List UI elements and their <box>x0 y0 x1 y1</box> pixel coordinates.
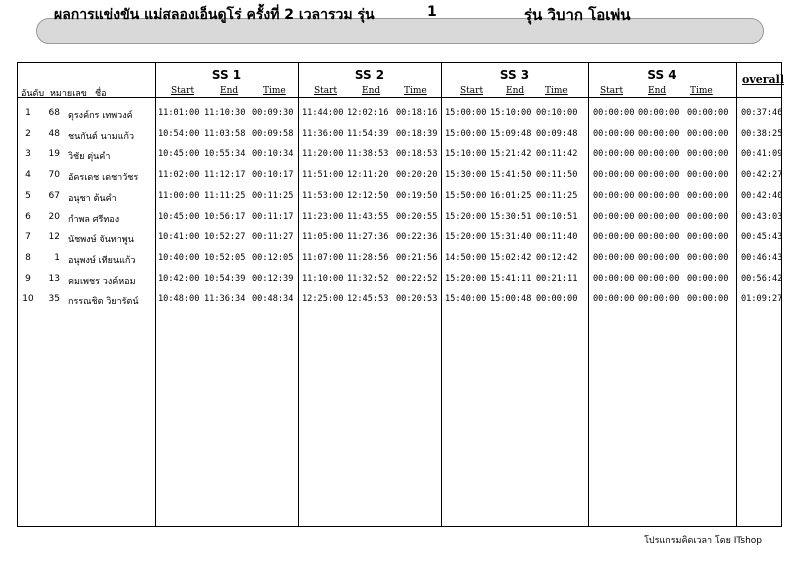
ss3-end-cell: 15:09:48 <box>490 128 532 139</box>
rank-cell: 3 <box>25 149 31 160</box>
ss2-end-cell: 11:27:36 <box>347 232 389 243</box>
ss4-end-cell: 00:00:00 <box>638 108 680 118</box>
name-header: ชื่อ <box>95 89 107 99</box>
overall-cell: 00:56:42 <box>741 273 783 284</box>
ss2-time-cell: 00:22:36 <box>396 232 438 243</box>
ss4-end-cell: 00:00:00 <box>638 232 680 243</box>
start-header: Start <box>600 86 624 96</box>
ss1-start-cell: 11:02:00 <box>158 170 200 181</box>
ss4-end-cell: 00:00:00 <box>638 128 680 139</box>
ss3-time-cell: 00:11:40 <box>536 232 578 243</box>
bib-cell: 48 <box>48 128 60 139</box>
name-cell: กรรณชิต วิยารัตน์ <box>68 297 139 308</box>
ss2-start-cell: 11:44:00 <box>302 108 344 118</box>
ss1-end-cell: 10:52:27 <box>204 232 246 243</box>
rank-cell: 6 <box>25 211 31 222</box>
footer-credit: โปรแกรมคิดเวลา โดย ITshop <box>644 536 762 546</box>
ss1-end-cell: 11:10:30 <box>204 108 246 118</box>
bib-cell: 20 <box>48 211 60 222</box>
end-header: End <box>648 86 667 96</box>
table-row <box>0 129 800 149</box>
rank-cell: 2 <box>25 128 31 139</box>
report-title: ผลการแข่งขัน แม่สลองเอ็นดูโร่ ครั้งที่ 2 เวลารวม รุ่น <box>54 7 375 23</box>
ss3-time-cell: 00:11:50 <box>536 170 578 181</box>
ss4-start-cell: 00:00:00 <box>593 294 635 305</box>
rank-cell: 8 <box>25 252 31 263</box>
ss4-time-cell: 00:00:00 <box>687 252 729 263</box>
rank-cell: 1 <box>25 108 31 118</box>
name-cell: อนุชา ต้นคำ <box>68 193 117 204</box>
overall-header: overall <box>742 73 785 86</box>
ss1-time-cell: 00:48:34 <box>252 294 294 305</box>
ss2-time-cell: 00:20:20 <box>396 170 438 181</box>
ss2-start-cell: 11:05:00 <box>302 232 344 243</box>
ss2-time-cell: 00:18:53 <box>396 149 438 160</box>
ss1-start-cell: 11:00:00 <box>158 190 200 201</box>
ss3-start-cell: 15:10:00 <box>445 149 487 160</box>
name-cell: กำพล ศรีทอง <box>68 214 120 225</box>
end-header: End <box>506 86 525 96</box>
bib-cell: 67 <box>48 190 60 201</box>
name-cell: ชนกันต์ นามแก้ว <box>68 131 135 142</box>
ss4-end-cell: 00:00:00 <box>638 190 680 201</box>
table-row <box>0 253 800 273</box>
rank-header: อันดับ <box>21 89 45 99</box>
rank-cell: 10 <box>22 294 34 305</box>
ss3-end-cell: 15:21:42 <box>490 149 532 160</box>
table-row <box>0 274 800 294</box>
ss3-end-cell: 15:10:00 <box>490 108 532 118</box>
ss4-time-cell: 00:00:00 <box>687 273 729 284</box>
ss2-end-cell: 11:32:52 <box>347 273 389 284</box>
bib-cell: 1 <box>54 252 60 263</box>
ss2-time-cell: 00:22:52 <box>396 273 438 284</box>
name-cell: อัครเดช เดชาวัชร <box>68 173 139 184</box>
ss2-start-cell: 11:51:00 <box>302 170 344 181</box>
ss4-start-cell: 00:00:00 <box>593 128 635 139</box>
ss1-start-cell: 10:45:00 <box>158 149 200 160</box>
bib-cell: 70 <box>48 170 60 181</box>
header-divider <box>17 97 782 98</box>
end-header: End <box>362 86 381 96</box>
ss3-time-cell: 00:00:00 <box>536 294 578 305</box>
ss1-time-cell: 00:12:05 <box>252 252 294 263</box>
bib-cell: 13 <box>48 273 60 284</box>
table-row <box>0 232 800 252</box>
ss1-start-cell: 10:45:00 <box>158 211 200 222</box>
ss2-start-cell: 11:10:00 <box>302 273 344 284</box>
ss2-time-cell: 00:20:55 <box>396 211 438 222</box>
ss3-time-cell: 00:12:42 <box>536 252 578 263</box>
overall-cell: 00:43:03 <box>741 211 783 222</box>
table-row <box>0 294 800 314</box>
ss3-time-cell: 00:11:42 <box>536 149 578 160</box>
ss4-start-cell: 00:00:00 <box>593 190 635 201</box>
ss2-start-cell: 11:07:00 <box>302 252 344 263</box>
bib-header: หมายเลข <box>50 89 87 99</box>
start-header: Start <box>460 86 484 96</box>
class-name: รุ่น วิบาก โอเพ่น <box>524 6 631 24</box>
overall-cell: 00:37:46 <box>741 108 783 118</box>
ss4-start-cell: 00:00:00 <box>593 273 635 284</box>
ss4-end-cell: 00:00:00 <box>638 211 680 222</box>
bib-cell: 68 <box>48 108 60 118</box>
ss1-start-cell: 10:42:00 <box>158 273 200 284</box>
ss3-start-cell: 14:50:00 <box>445 252 487 263</box>
ss1-end-cell: 11:11:25 <box>204 190 246 201</box>
ss2-start-cell: 11:20:00 <box>302 149 344 160</box>
ss4-start-cell: 00:00:00 <box>593 149 635 160</box>
ss3-time-cell: 00:10:00 <box>536 108 578 118</box>
ss1-start-cell: 10:48:00 <box>158 294 200 305</box>
ss3-start-cell: 15:20:00 <box>445 211 487 222</box>
ss4-time-cell: 00:00:00 <box>687 149 729 160</box>
ss4-time-cell: 00:00:00 <box>687 211 729 222</box>
table-row <box>0 212 800 232</box>
name-cell: วิชัย ตุ่นคำ <box>68 152 111 163</box>
ss3-end-cell: 15:02:42 <box>490 252 532 263</box>
ss2-time-cell: 00:18:39 <box>396 128 438 139</box>
table-row <box>0 170 800 190</box>
ss2-time-cell: 00:20:53 <box>396 294 438 305</box>
ss4-start-cell: 00:00:00 <box>593 211 635 222</box>
ss2-end-cell: 11:43:55 <box>347 211 389 222</box>
rank-cell: 4 <box>25 170 31 181</box>
ss1-end-cell: 10:54:39 <box>204 273 246 284</box>
ss1-time-cell: 00:11:27 <box>252 232 294 243</box>
table-row <box>0 191 800 211</box>
ss4-time-cell: 00:00:00 <box>687 170 729 181</box>
ss1-time-cell: 00:11:25 <box>252 190 294 201</box>
ss4-time-cell: 00:00:00 <box>687 294 729 305</box>
ss4-time-cell: 00:00:00 <box>687 108 729 118</box>
ss1-time-cell: 00:12:39 <box>252 273 294 284</box>
ss1-end-cell: 11:12:17 <box>204 170 246 181</box>
ss3-end-cell: 15:41:50 <box>490 170 532 181</box>
ss1-time-cell: 00:09:30 <box>252 108 294 118</box>
ss1-time-cell: 00:10:34 <box>252 149 294 160</box>
ss3-time-cell: 00:21:11 <box>536 273 578 284</box>
ss1-time-cell: 00:10:17 <box>252 170 294 181</box>
time-header: Time <box>690 86 713 96</box>
ss2-start-cell: 12:25:00 <box>302 294 344 305</box>
ss2-end-cell: 12:45:53 <box>347 294 389 305</box>
ss3-start-cell: 15:00:00 <box>445 128 487 139</box>
ss1-start-cell: 10:41:00 <box>158 232 200 243</box>
ss3-end-cell: 16:01:25 <box>490 190 532 201</box>
overall-cell: 00:46:43 <box>741 252 783 263</box>
ss3-end-cell: 15:30:51 <box>490 211 532 222</box>
stage-header-ss2: SS 2 <box>354 68 385 82</box>
table-row <box>0 149 800 169</box>
ss2-time-cell: 00:21:56 <box>396 252 438 263</box>
ss4-start-cell: 00:00:00 <box>593 232 635 243</box>
ss3-start-cell: 15:50:00 <box>445 190 487 201</box>
ss4-start-cell: 00:00:00 <box>593 170 635 181</box>
ss4-time-cell: 00:00:00 <box>687 190 729 201</box>
ss4-end-cell: 00:00:00 <box>638 252 680 263</box>
overall-cell: 00:38:25 <box>741 128 783 139</box>
ss2-start-cell: 11:36:00 <box>302 128 344 139</box>
ss2-end-cell: 12:11:20 <box>347 170 389 181</box>
bib-cell: 19 <box>48 149 60 160</box>
ss3-time-cell: 00:09:48 <box>536 128 578 139</box>
ss2-end-cell: 11:54:39 <box>347 128 389 139</box>
ss2-time-cell: 00:18:16 <box>396 108 438 118</box>
stage-header-ss4: SS 4 <box>647 68 677 82</box>
overall-cell: 00:42:40 <box>741 190 783 201</box>
ss4-start-cell: 00:00:00 <box>593 108 635 118</box>
ss1-end-cell: 10:56:17 <box>204 211 246 222</box>
ss4-time-cell: 00:00:00 <box>687 128 729 139</box>
stage-header-ss3: SS 3 <box>499 68 530 82</box>
ss2-end-cell: 12:02:16 <box>347 108 389 118</box>
start-header: Start <box>314 86 338 96</box>
ss4-end-cell: 00:00:00 <box>638 294 680 305</box>
ss3-end-cell: 15:41:11 <box>490 273 532 284</box>
ss1-time-cell: 00:11:17 <box>252 211 294 222</box>
ss4-end-cell: 00:00:00 <box>638 149 680 160</box>
ss1-start-cell: 10:54:00 <box>158 128 200 139</box>
class-number: 1 <box>427 4 437 20</box>
name-cell: อนุพงษ์ เทียนแก้ว <box>68 255 136 266</box>
overall-cell: 00:41:09 <box>741 149 783 160</box>
name-cell: ดุรงค์กร เทพวงค์ <box>68 111 133 121</box>
overall-cell: 00:42:27 <box>741 170 783 181</box>
ss3-end-cell: 15:00:48 <box>490 294 532 305</box>
ss1-end-cell: 11:36:34 <box>204 294 246 305</box>
end-header: End <box>220 86 239 96</box>
ss2-start-cell: 11:23:00 <box>302 211 344 222</box>
stage-header-ss1: SS 1 <box>211 68 242 82</box>
table-row <box>0 108 800 128</box>
bib-cell: 12 <box>48 232 60 243</box>
rank-cell: 7 <box>25 232 31 243</box>
ss2-end-cell: 11:28:56 <box>347 252 389 263</box>
ss1-start-cell: 11:01:00 <box>158 108 200 118</box>
ss2-start-cell: 11:53:00 <box>302 190 344 201</box>
ss3-start-cell: 15:00:00 <box>445 108 487 118</box>
ss1-end-cell: 10:52:05 <box>204 252 246 263</box>
overall-cell: 01:09:27 <box>741 294 783 305</box>
bib-cell: 35 <box>48 294 60 305</box>
ss4-start-cell: 00:00:00 <box>593 252 635 263</box>
ss3-start-cell: 15:30:00 <box>445 170 487 181</box>
ss2-end-cell: 11:38:53 <box>347 149 389 160</box>
ss1-time-cell: 00:09:58 <box>252 128 294 139</box>
ss3-start-cell: 15:40:00 <box>445 294 487 305</box>
ss2-time-cell: 00:19:50 <box>396 190 438 201</box>
ss3-start-cell: 15:20:00 <box>445 273 487 284</box>
name-cell: คมเพชร วงค์หอม <box>68 276 136 287</box>
ss3-time-cell: 00:10:51 <box>536 211 578 222</box>
name-cell: นัชพงษ์ จันทาพูน <box>68 235 134 246</box>
ss4-end-cell: 00:00:00 <box>638 170 680 181</box>
time-header: Time <box>263 86 286 96</box>
ss4-end-cell: 00:00:00 <box>638 273 680 284</box>
ss4-time-cell: 00:00:00 <box>687 232 729 243</box>
rank-cell: 5 <box>25 190 31 201</box>
start-header: Start <box>171 86 195 96</box>
overall-cell: 00:45:43 <box>741 232 783 243</box>
rank-cell: 9 <box>25 273 31 284</box>
ss3-end-cell: 15:31:40 <box>490 232 532 243</box>
ss1-start-cell: 10:40:00 <box>158 252 200 263</box>
ss3-start-cell: 15:20:00 <box>445 232 487 243</box>
time-header: Time <box>404 86 427 96</box>
ss1-end-cell: 10:55:34 <box>204 149 246 160</box>
ss3-time-cell: 00:11:25 <box>536 190 578 201</box>
time-header: Time <box>545 86 568 96</box>
ss1-end-cell: 11:03:58 <box>204 128 246 139</box>
ss2-end-cell: 12:12:50 <box>347 190 389 201</box>
